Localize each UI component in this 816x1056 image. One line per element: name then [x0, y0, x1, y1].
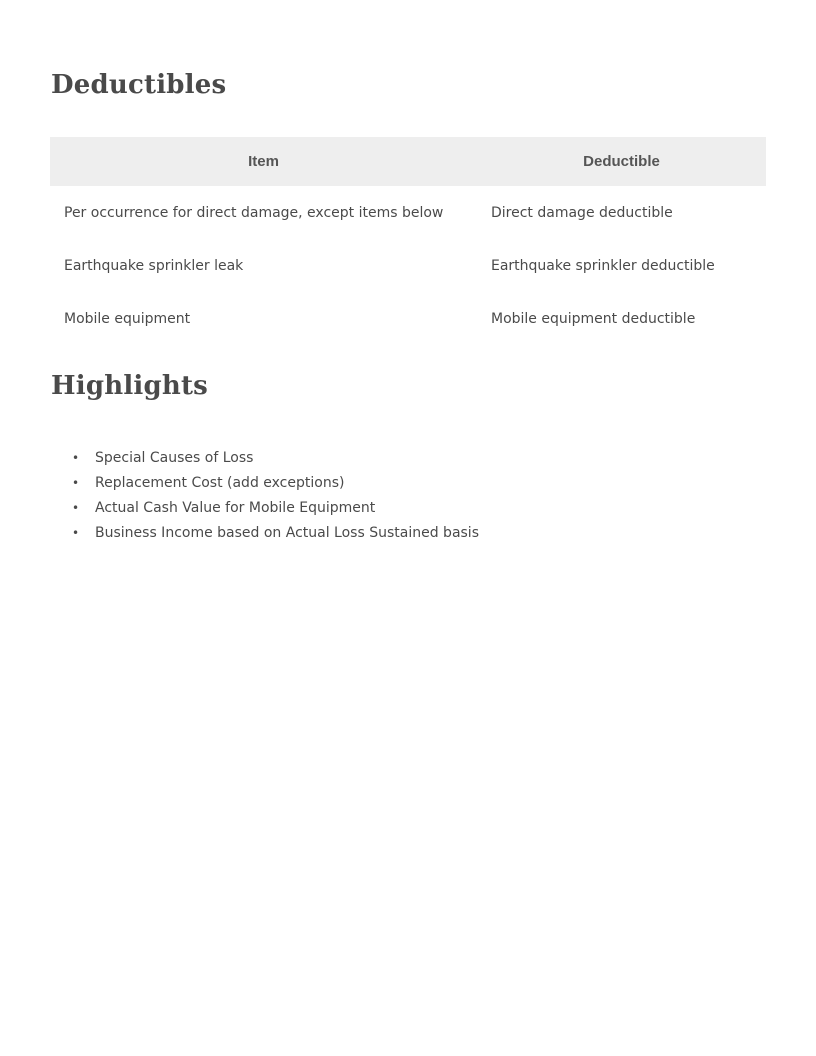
list-item: [72, 496, 479, 521]
highlights-heading: Highlights: [51, 371, 209, 401]
list-item-text: Replacement Cost (add exceptions): [95, 475, 345, 491]
cell-item: Mobile equipment: [64, 310, 191, 327]
column-header-deductible: Deductible: [583, 153, 660, 170]
column-header-item: Item: [248, 153, 279, 170]
highlights-list: [50, 446, 479, 546]
list-item-text: Special Causes of Loss: [95, 450, 254, 466]
list-item-text: Business Income based on Actual Loss Sustained basis: [95, 525, 479, 541]
table-row: [50, 292, 766, 345]
bullet-icon: •: [72, 476, 80, 490]
cell-deductible: Earthquake sprinkler deductible: [491, 257, 715, 274]
bullet-icon: •: [72, 526, 80, 540]
cell-deductible: Direct damage deductible: [491, 204, 673, 221]
list-item: [72, 446, 479, 471]
list-item: [72, 471, 479, 496]
bullet-icon: •: [72, 501, 80, 515]
cell-item: Per occurrence for direct damage, except items below: [64, 204, 444, 221]
deductibles-heading: Deductibles: [51, 70, 227, 100]
deductibles-table: [50, 137, 766, 345]
table-header: [50, 137, 766, 186]
table-body: [50, 186, 766, 345]
list-item: [72, 521, 479, 546]
table-row: [50, 239, 766, 292]
list-item-text: Actual Cash Value for Mobile Equipment: [95, 500, 376, 516]
cell-item: Earthquake sprinkler leak: [64, 257, 244, 274]
table-row: [50, 186, 766, 239]
bullet-icon: •: [72, 451, 80, 465]
table-header-row: [50, 137, 766, 186]
cell-deductible: Mobile equipment deductible: [491, 310, 696, 327]
